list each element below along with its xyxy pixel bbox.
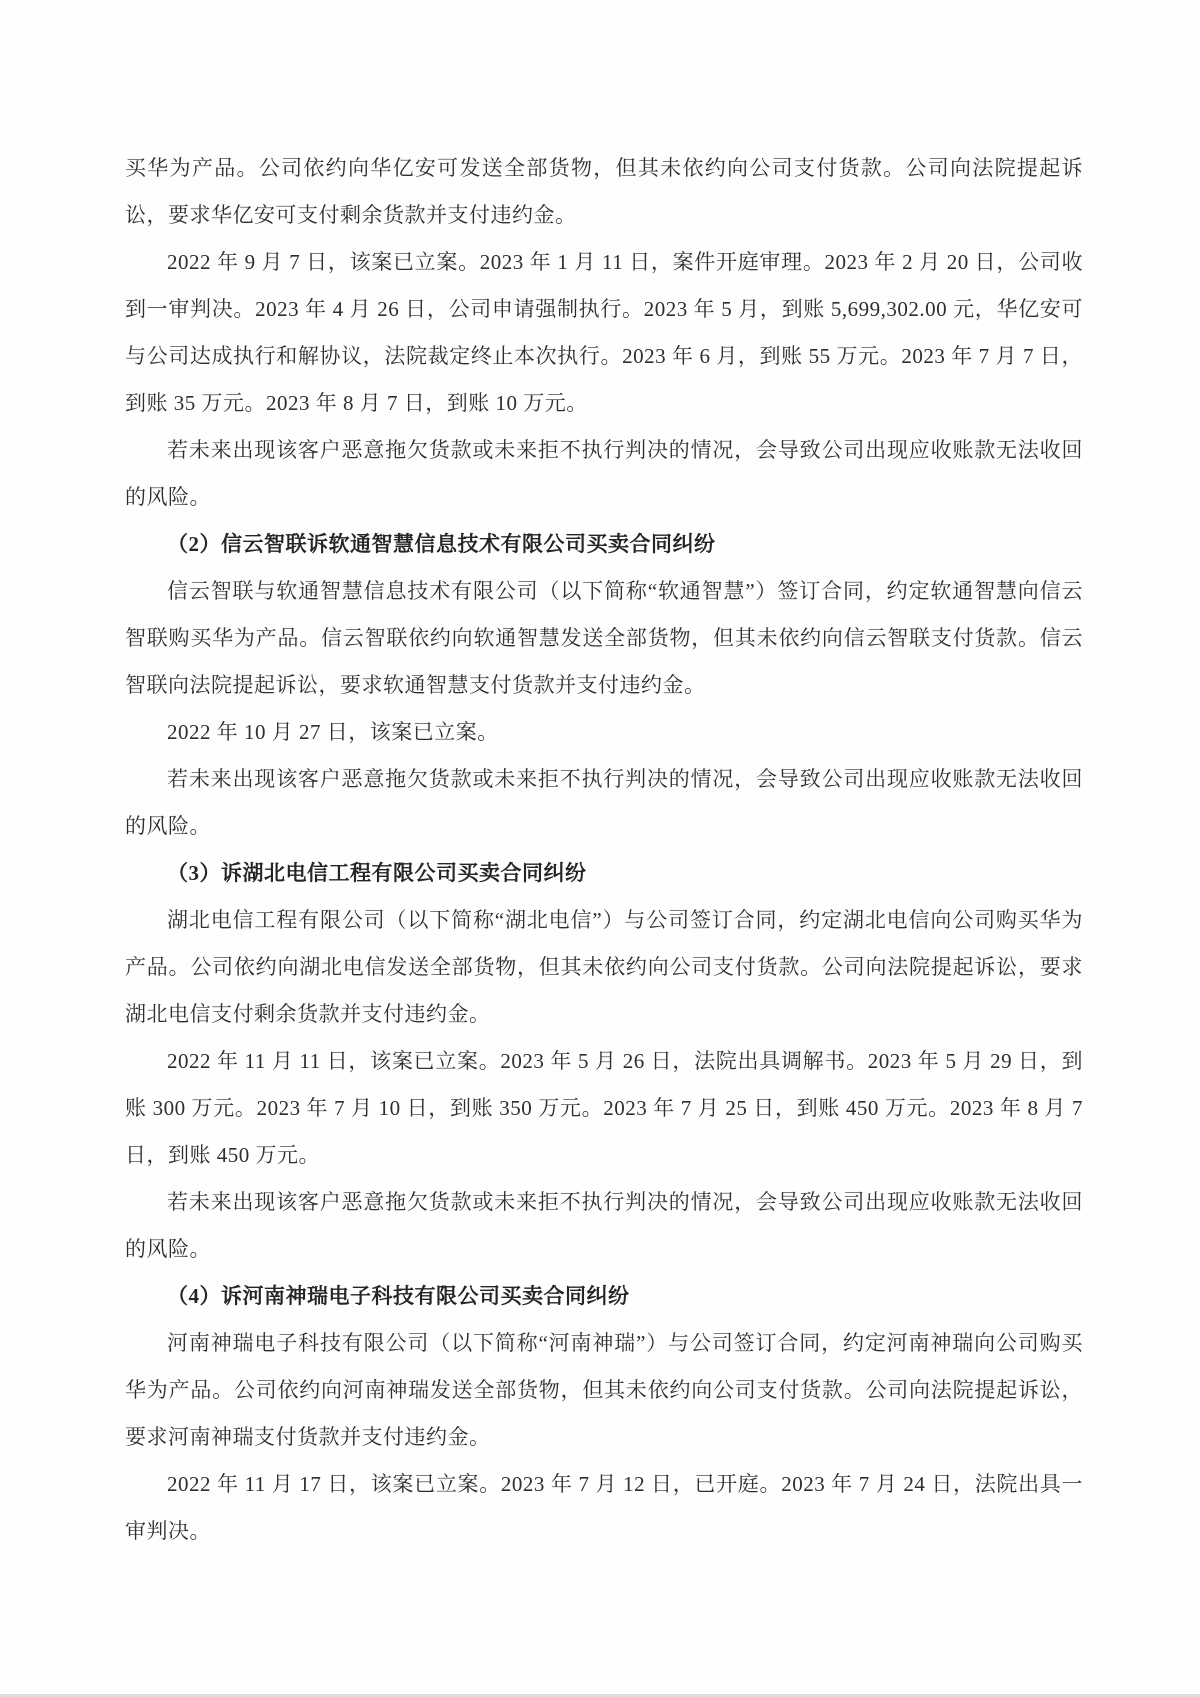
case3-risk-paragraph: 若未来出现该客户恶意拖欠货款或未来拒不执行判决的情况，会导致公司出现应收账款无法收回的风险。 — [125, 1190, 1083, 1261]
case4-timeline-paragraph: 2022 年 11 月 17 日，该案已立案。2023 年 7 月 12 日，已开庭。2023 年 7 月 24 日，法院出具一审判决。 — [125, 1472, 1083, 1543]
case3-timeline-paragraph: 2022 年 11 月 11 日，该案已立案。2023 年 5 月 26 日，法院出具调解书。2023 年 5 月 29 日，到账 300 万元。2023 年 7 月 10 日，到账 350 万元。2023 年 7 月 25 日，到账 450 万元。2023 年 8 月 7 日，到账 450 万元。 — [125, 1049, 1083, 1167]
case4-description-paragraph: 河南神瑞电子科技有限公司（以下简称“河南神瑞”）与公司签订合同，约定河南神瑞向公司购买华为产品。公司依约向河南神瑞发送全部货物，但其未依约向公司支付货款。公司向法院提起诉讼，要求河南神瑞支付货款并支付违约金。 — [125, 1331, 1083, 1449]
case2-timeline-paragraph: 2022 年 10 月 27 日，该案已立案。 — [167, 720, 499, 744]
case3-heading: （3）诉湖北电信工程有限公司买卖合同纠纷 — [167, 861, 587, 885]
case3-description-paragraph: 湖北电信工程有限公司（以下简称“湖北电信”）与公司签订合同，约定湖北电信向公司购买华为产品。公司依约向湖北电信发送全部货物，但其未依约向公司支付货款。公司向法院提起诉讼，要求湖北电信支付剩余货款并支付违约金。 — [125, 908, 1083, 1026]
document-text-block — [125, 145, 1083, 1555]
case4-heading: （4）诉河南神瑞电子科技有限公司买卖合同纠纷 — [167, 1284, 630, 1308]
case1-risk-paragraph: 若未来出现该客户恶意拖欠货款或未来拒不执行判决的情况，会导致公司出现应收账款无法收回的风险。 — [125, 438, 1083, 509]
case2-risk-paragraph: 若未来出现该客户恶意拖欠货款或未来拒不执行判决的情况，会导致公司出现应收账款无法收回的风险。 — [125, 767, 1083, 838]
case1-continuation-paragraph: 买华为产品。公司依约向华亿安可发送全部货物，但其未依约向公司支付货款。公司向法院提起诉讼，要求华亿安可支付剩余货款并支付违约金。 — [125, 156, 1083, 227]
case2-heading: （2）信云智联诉软通智慧信息技术有限公司买卖合同纠纷 — [167, 532, 716, 556]
case1-timeline-paragraph: 2022 年 9 月 7 日，该案已立案。2023 年 1 月 11 日，案件开庭审理。2023 年 2 月 20 日，公司收到一审判决。2023 年 4 月 26 日，公司申请强制执行。2023 年 5 月，到账 5,699,302.00 元，华亿安可与公司达成执行和解协议，法院裁定终止本次执行。2023 年 6 月，到账 55 万元。2023 年 7 月 7 日，到账 35 万元。2023 年 8 月 7 日，到账 10 万元。 — [125, 250, 1083, 415]
case2-description-paragraph: 信云智联与软通智慧信息技术有限公司（以下简称“软通智慧”）签订合同，约定软通智慧向信云智联购买华为产品。信云智联依约向软通智慧发送全部货物，但其未依约向信云智联支付货款。信云智联向法院提起诉讼，要求软通智慧支付货款并支付违约金。 — [125, 579, 1083, 697]
